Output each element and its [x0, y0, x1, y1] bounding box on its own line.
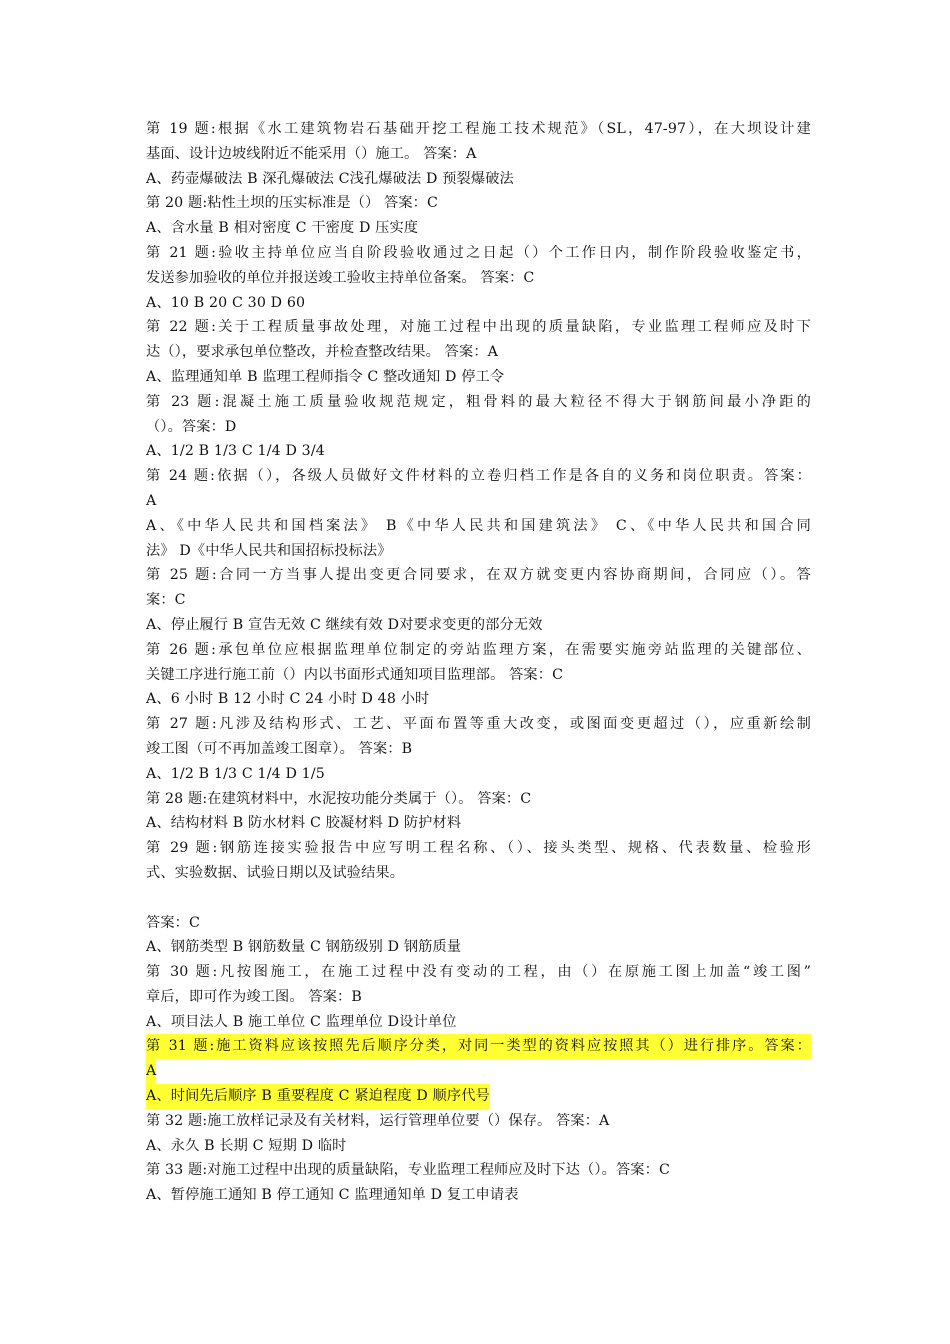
- text-line: 第 33 题:对施工过程中出现的质量缺陷，专业监理工程师应及时下达（）。答案：C: [146, 1162, 670, 1179]
- text-line: 竣工图（可不再加盖竣工图章）。 答案：B: [146, 740, 413, 757]
- text-line: 达（），要求承包单位整改，并检查整改结果。 答案：A: [146, 344, 499, 361]
- text-line: A、《中华人民共和国档案法》 B《中华人民共和国建筑法》 C、《中华人民共和国合同: [146, 517, 811, 534]
- text-line: 法》 D《中华人民共和国招标投标法》: [146, 542, 392, 559]
- text-line: 第 21 题:验收主持单位应当自阶段验收通过之日起（）个工作日内，制作阶段验收鉴定书，: [146, 244, 811, 261]
- document-body: [146, 117, 811, 1208]
- text-line: 第 26 题:承包单位应根据监理单位制定的旁站监理方案，在需要实施旁站监理的关键部位、: [146, 641, 811, 658]
- text-line: [146, 1059, 811, 1084]
- text-line: 第 31 题:施工资料应该按照先后顺序分类，对同一类型的资料应按照其（）进行排序。答案：: [146, 1034, 811, 1059]
- highlighted-text: A: [146, 1059, 156, 1084]
- text-line: [146, 1084, 811, 1109]
- text-line: A、6 小时 B 12 小时 C 24 小时 D 48 小时: [146, 691, 430, 708]
- text-line: 第 32 题:施工放样记录及有关材料，运行管理单位要（）保存。 答案：A: [146, 1112, 610, 1129]
- text-line: 第 25 题:合同一方当事人提出变更合同要求，在双方就变更内容协商期间，合同应（）。答: [146, 567, 811, 584]
- text-line: A: [146, 492, 157, 509]
- text-line: 第 19 题:根据《水工建筑物岩石基础开挖工程施工技术规范》（SL，47-97），在大坝设计建: [146, 121, 811, 137]
- highlighted-text: A、时间先后顺序 B 重要程度 C 紧迫程度 D 顺序代号: [146, 1084, 490, 1109]
- text-line: 第 27 题:凡涉及结构形式、工艺、平面布置等重大改变，或图面变更超过（），应重新绘制: [146, 716, 811, 733]
- text-line: 第 24 题:依据（），各级人员做好文件材料的立卷归档工作是各自的义务和岗位职责。答案：: [146, 468, 811, 485]
- text-line: A、结构材料 B 防水材料 C 胶凝材料 D 防护材料: [146, 815, 462, 832]
- text-line: 发送参加验收的单位并报送竣工验收主持单位备案。 答案：C: [146, 269, 535, 286]
- text-line: 章后，即可作为竣工图。 答案：B: [146, 988, 362, 1005]
- text-line: 式、实验数据、试验日期以及试验结果。: [146, 864, 405, 881]
- text-line: A、钢筋类型 B 钢筋数量 C 钢筋级别 D 钢筋质量: [146, 939, 462, 956]
- text-line: 案：C: [146, 592, 186, 609]
- text-line: A、永久 B 长期 C 短期 D 临时: [146, 1137, 347, 1154]
- text-line: A、停止履行 B 宣告无效 C 继续有效 D对要求变更的部分无效: [146, 616, 543, 633]
- text-line: 第 29 题:钢筋连接实验报告中应写明工程名称、（）、接头类型、规格、代表数量、检验形: [146, 840, 811, 857]
- text-line: A、1/2 B 1/3 C 1/4 D 1/5: [146, 765, 325, 782]
- text-line: A、项目法人 B 施工单位 C 监理单位 D设计单位: [146, 1013, 457, 1030]
- blank-line: [146, 886, 811, 911]
- text-line: A、含水量 B 相对密度 C 干密度 D 压实度: [146, 220, 419, 237]
- text-line: A、暂停施工通知 B 停工通知 C 监理通知单 D 复工申请表: [146, 1187, 519, 1204]
- text-line: 第 23 题:混凝土施工质量验收规范规定，粗骨料的最大粒径不得大于钢筋间最小净距的: [146, 393, 811, 410]
- text-line: A、10 B 20 C 30 D 60: [146, 294, 306, 311]
- text-line: （）。答案：D: [146, 418, 237, 435]
- text-line: A、药壶爆破法 B 深孔爆破法 C浅孔爆破法 D 预裂爆破法: [146, 170, 514, 187]
- text-line: 关键工序进行施工前（）内以书面形式通知项目监理部。 答案：C: [146, 666, 564, 683]
- text-line: 第 20 题:粘性土坝的压实标准是（） 答案：C: [146, 195, 439, 212]
- text-line: A、1/2 B 1/3 C 1/4 D 3/4: [146, 443, 325, 460]
- text-line: 基面、设计边坡线附近不能采用（）施工。 答案：A: [146, 145, 477, 162]
- text-line: 第 30 题:凡按图施工，在施工过程中没有变动的工程，由（）在原施工图上加盖“竣工图”: [146, 964, 811, 981]
- text-line: 第 22 题:关于工程质量事故处理，对施工过程中出现的质量缺陷，专业监理工程师应及时下: [146, 319, 811, 336]
- text-line: A、监理通知单 B 监理工程师指令 C 整改通知 D 停工令: [146, 368, 505, 385]
- text-line: 答案：C: [146, 914, 201, 931]
- text-line: 第 28 题:在建筑材料中，水泥按功能分类属于（）。 答案：C: [146, 790, 532, 807]
